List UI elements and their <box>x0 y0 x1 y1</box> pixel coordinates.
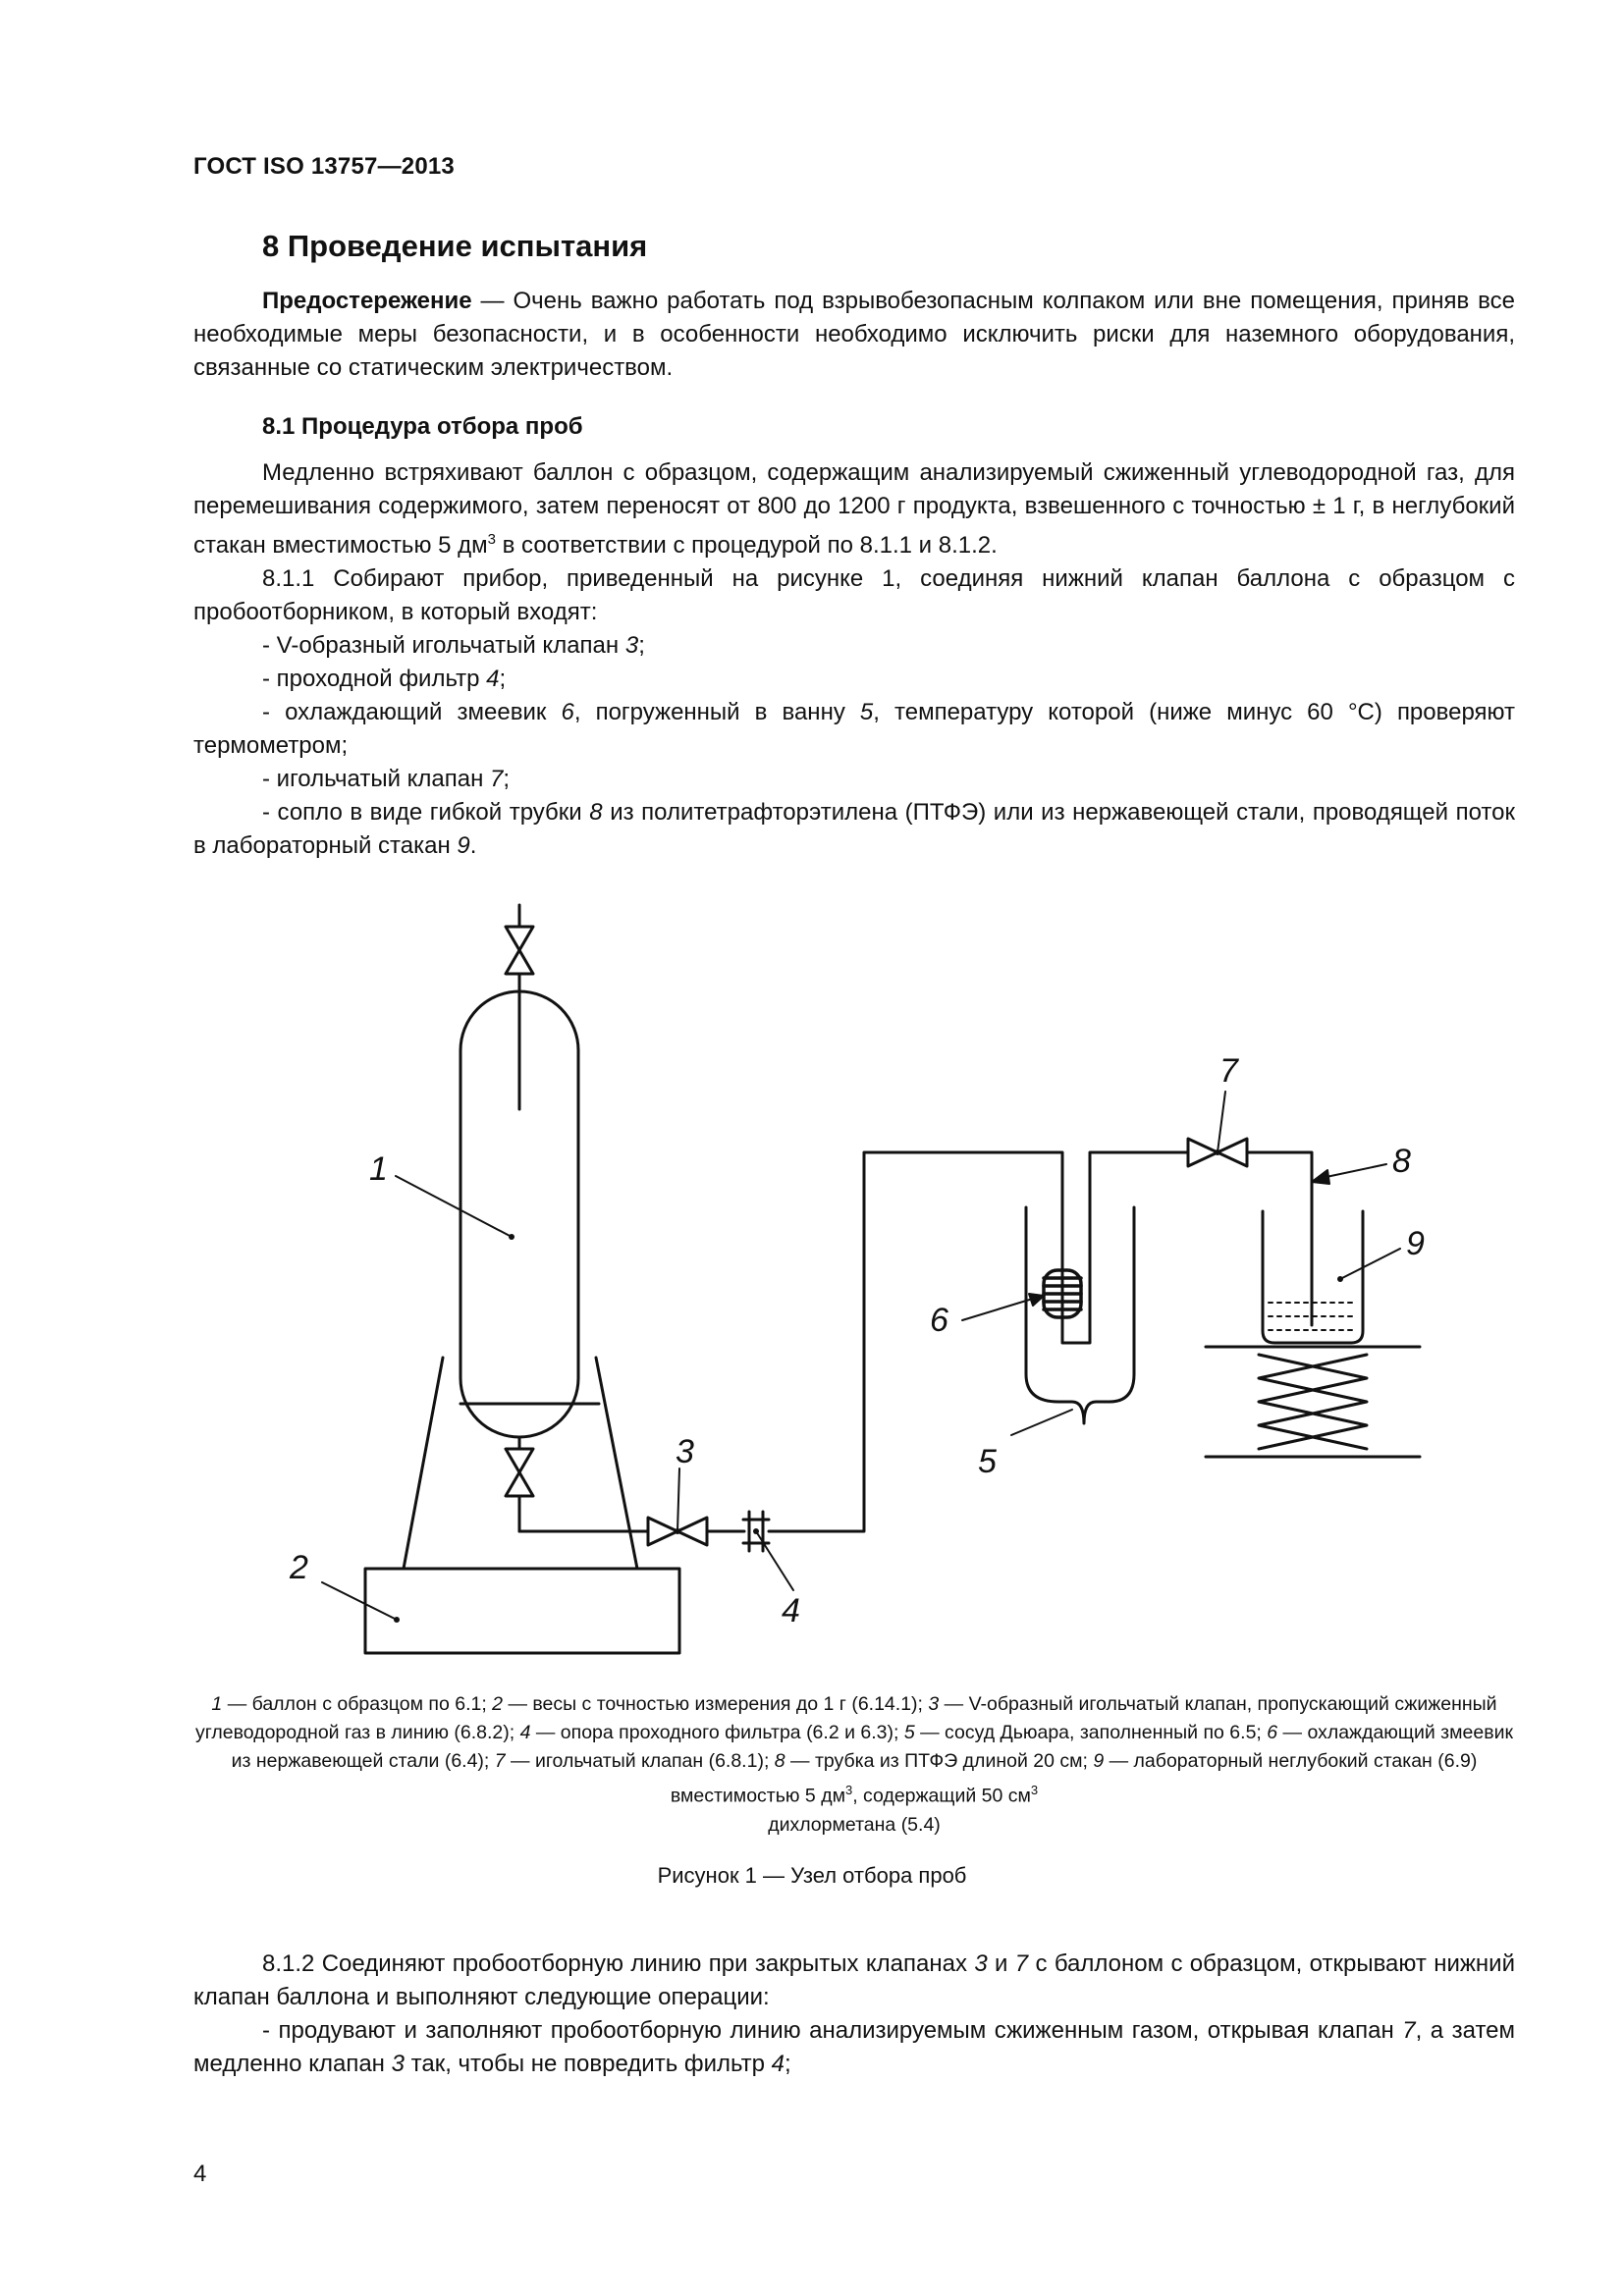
figure-label-7: 7 <box>1219 1052 1238 1090</box>
list-item: - V-образный игольчатый клапан 3; <box>262 632 645 659</box>
list-item: - продувают и заполняют пробоотборную линию анализируемым сжиженным газом, открывая клапан 7, а затем медленно клапан 3 так, чтобы не повредить фильтр 4; <box>193 2017 1516 2077</box>
legend-tail: дихлорметана (5.4) <box>768 1813 941 1836</box>
page-number: 4 <box>193 2161 207 2187</box>
section-title: 8 Проведение испытания <box>262 229 648 263</box>
dewar-vessel-5 <box>1026 1207 1134 1423</box>
paragraph-8-1-1: 8.1.1 Собирают прибор, приведенный на рисунке 1, соединяя нижний клапан баллона с образцом с пробоотборником, в который входят: <box>193 565 1515 625</box>
list-item: - проходной фильтр 4; <box>262 666 507 692</box>
cooling-coil-6 <box>1044 1270 1081 1317</box>
figure-label-3: 3 <box>676 1433 694 1470</box>
figure-label-2: 2 <box>290 1549 308 1586</box>
figure-label-6: 6 <box>930 1302 948 1339</box>
figure-label-9: 9 <box>1406 1225 1425 1262</box>
lab-jack <box>1206 1347 1420 1457</box>
list-item: - игольчатый клапан 7; <box>262 766 511 792</box>
top-valve <box>506 905 533 1109</box>
document-header: ГОСТ ISO 13757—2013 <box>193 153 455 180</box>
ptfe-tube-8 <box>1247 1152 1312 1325</box>
figure-caption: Рисунок 1 — Узел отбора проб <box>657 1863 967 1888</box>
figure-label-1: 1 <box>369 1150 388 1188</box>
balance-2 <box>365 1569 679 1653</box>
list-item: - охлаждающий змеевик 6, погруженный в ванну 5, температуру которой (ниже минус 60 °С) проверяют термометром; <box>193 699 1515 759</box>
paragraph-8-1: Медленно встряхивают баллон с образцом, содержащим анализируемый сжиженный углеводородной газ, для перемешивания содержимого, затем переносят от 800 до 1200 г продукта, взвешенного с точностью ± 1 г, в неглубокий стакан вместимостью 5 $дм^3$ в соответствии с процедурой по 8.1.1 и 8.1.2. <box>193 459 1515 559</box>
body-text-block-2 <box>193 1948 1515 2081</box>
figure-label-8: 8 <box>1392 1143 1411 1180</box>
figure-label-5: 5 <box>978 1443 997 1480</box>
warning-label: Предостережение <box>262 288 472 314</box>
figure-label-4: 4 <box>782 1592 800 1629</box>
subsection-title: 8.1 Процедура отбора проб <box>262 413 583 440</box>
valve-3 <box>648 1518 744 1545</box>
paragraph-8-1-2: 8.1.2 Соединяют пробоотборную линию при закрытых клапанах 3 и 7 с баллоном с образцом, открывают нижний клапан баллона и выполняют следующие операции: <box>193 1950 1515 2010</box>
figure-legend: 1 — баллон с образцом по 6.1; 2 — весы с точностью измерения до 1 г (6.14.1); 3 — V-образный игольчатый клапан, пропускающий сжиженный углеводородной газ в линию (6.8.2); 4 — опора проходного фильтра (6.2 и 6.3); 5 — сосуд Дьюара, заполненный по 6.5; 6 — охлаждающий змеевик из нержавеющей стали (6.4); 7 — игольчатый клапан (6.8.1); 8 — трубка из ПТФЭ длиной 20 см; 9 — лабораторный неглубокий стакан (6.9) вместимостью 5 $дм^3$, содержащий 50 $см^3$ дихлорметана (5.4) <box>187 1690 1522 1840</box>
warning-text: — Очень важно работать под взрывобезопасным колпаком или вне помещения, приняв все необходимые меры безопасности, и в особенности необходимо исключить риски для наземного оборудования, связанные со статическим электричеством. <box>193 288 1515 381</box>
cylinder-stand <box>404 1358 637 1569</box>
list-item: - сопло в виде гибкой трубки 8 из политетрафторэтилена (ПТФЭ) или из нержавеющей стали, проводящей поток в лабораторный стакан 9. <box>193 799 1515 859</box>
leader-lines <box>322 1092 1400 1620</box>
